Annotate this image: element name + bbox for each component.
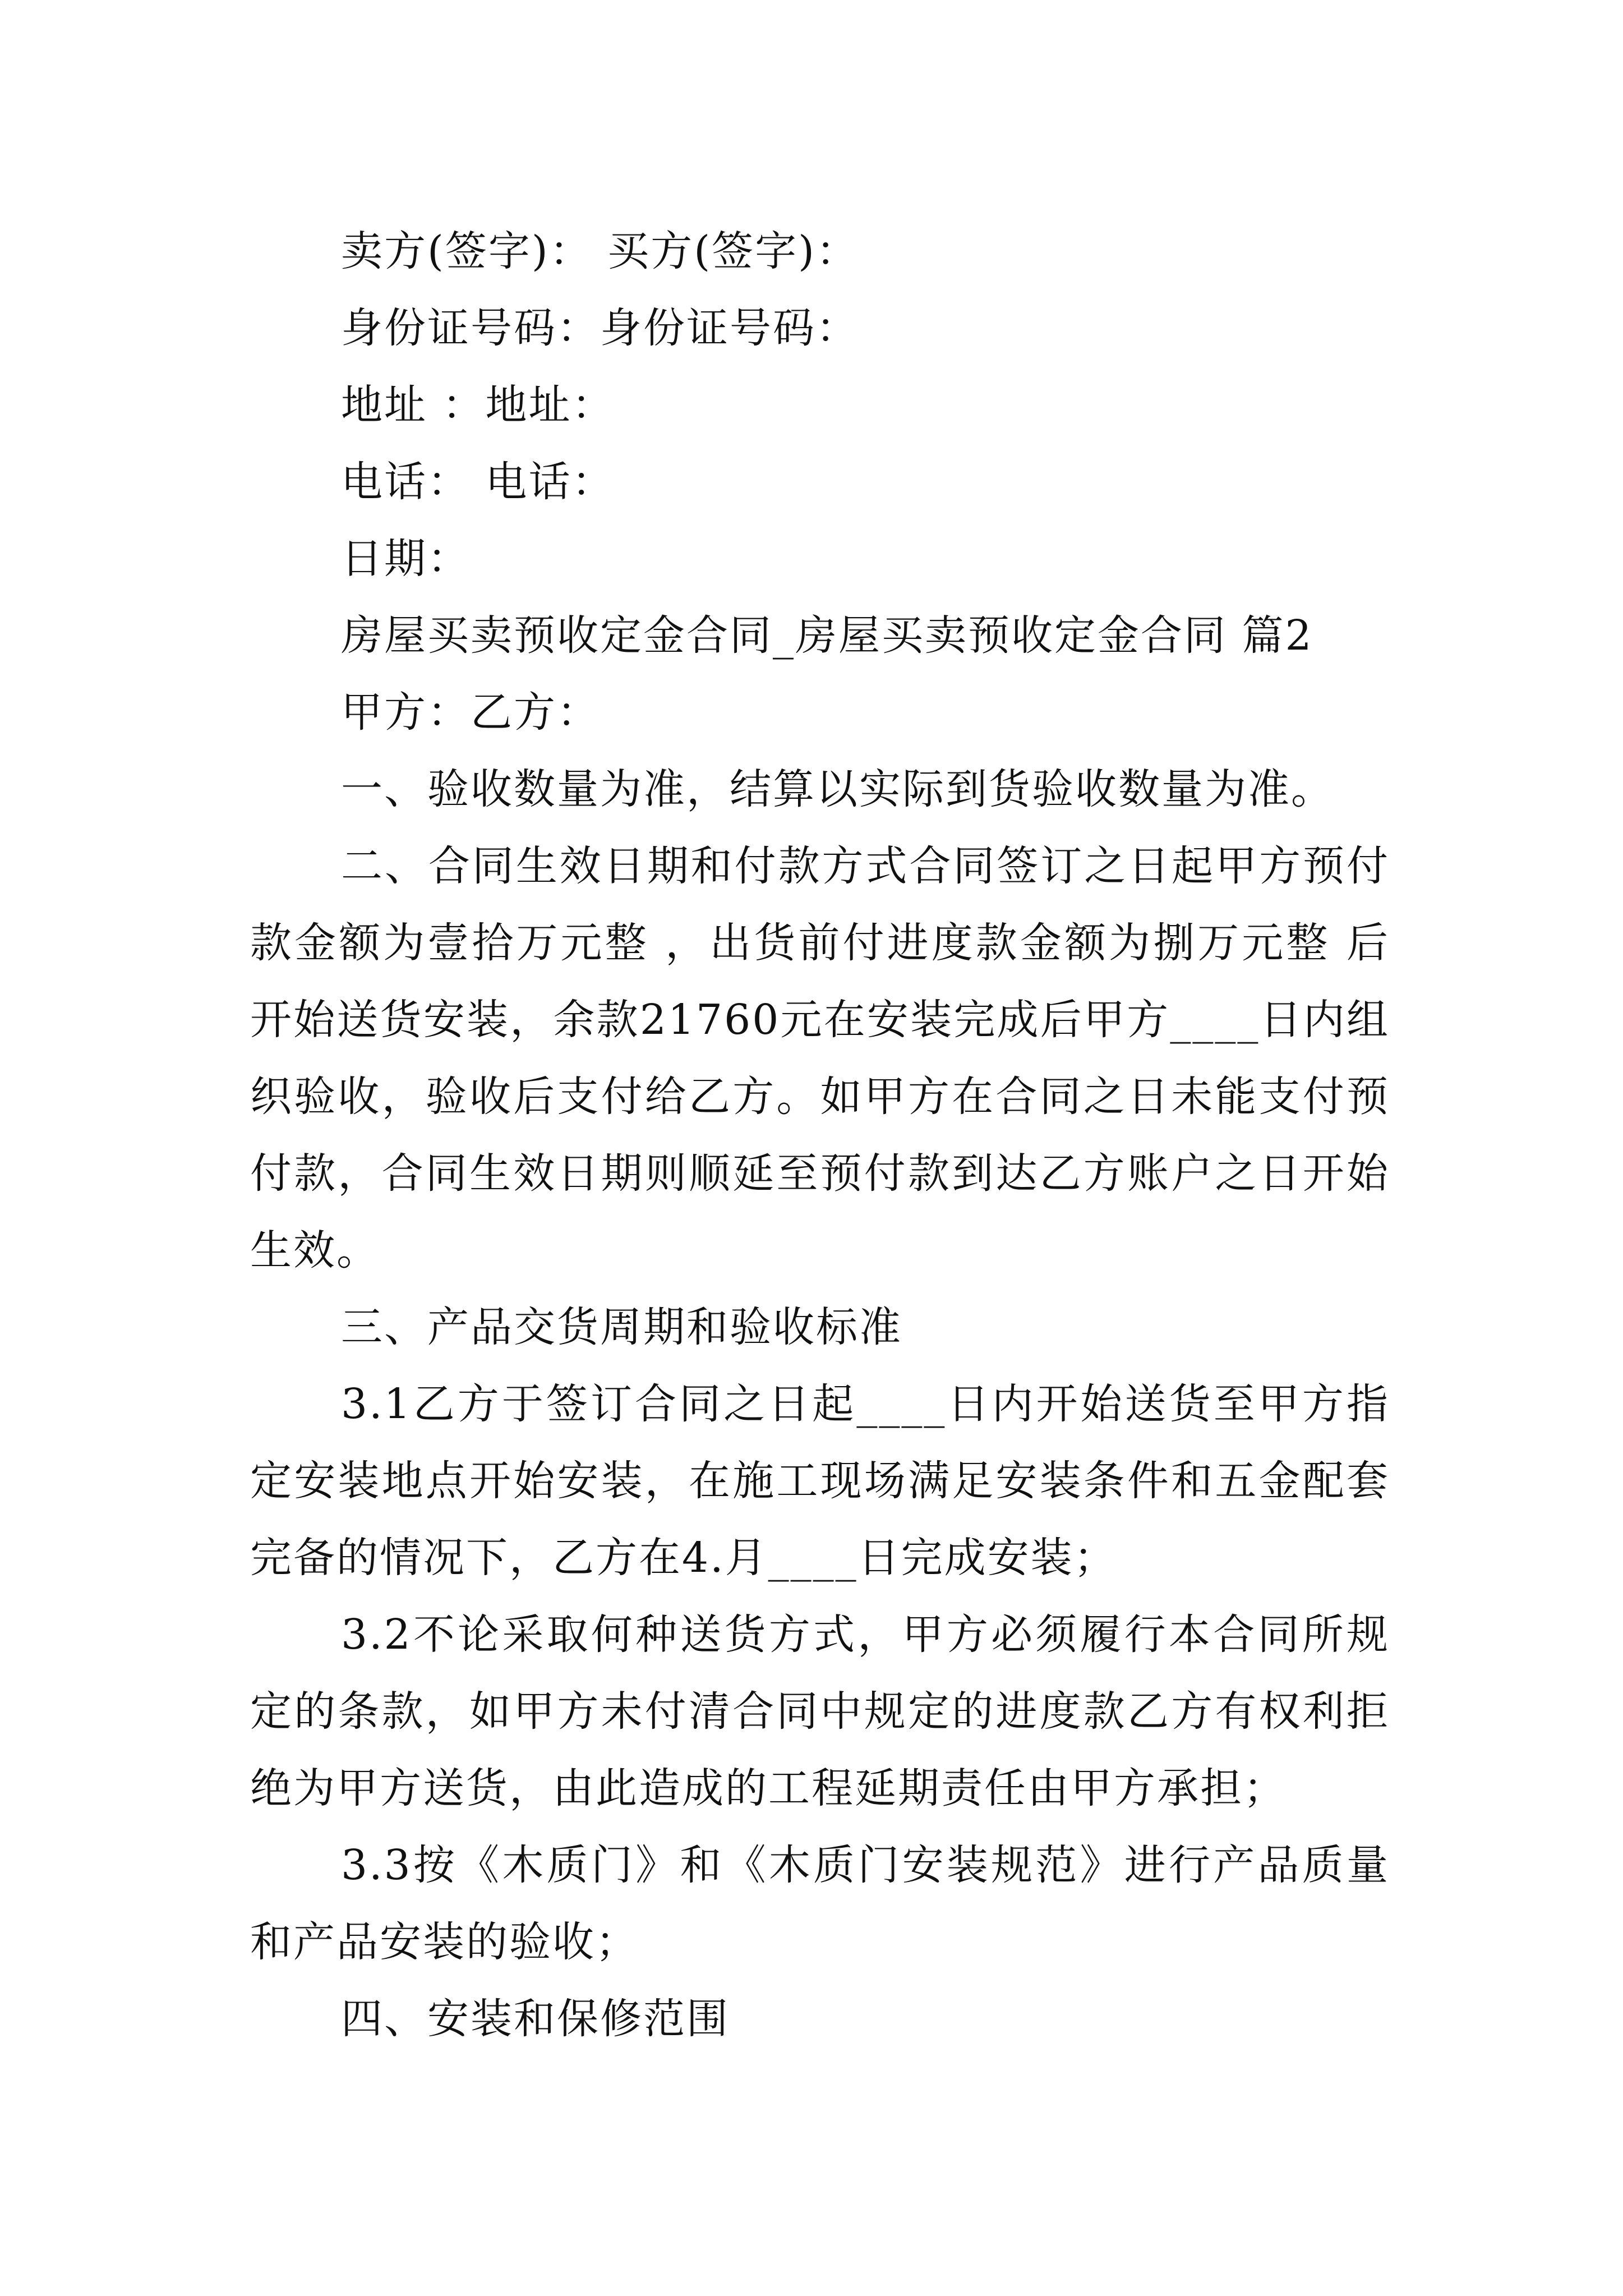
- contract-title: 房屋买卖预收定金合同_房屋买卖预收定金合同 篇2: [341, 611, 1313, 660]
- date-line: 日期：: [341, 535, 471, 583]
- clause-3-2: 3.2不论采取何种送货方式，甲方必须履行本合同所规定的条款，如甲方未付清合同中规定的进度款乙方有权利拒绝为甲方送货，由此造成的工程延期责任由甲方承担；: [250, 1611, 1390, 1812]
- id-number-line: 身份证号码：身份证号码：: [341, 304, 859, 352]
- clause-4-heading: 四、安装和保修范围: [341, 1995, 730, 2043]
- clause-3-3: 3.3按《木质门》和《木质门安装规范》进行产品质量和产品安装的验收；: [250, 1841, 1390, 1966]
- clause-1: 一、验收数量为准，结算以实际到货验收数量为准。: [341, 765, 1334, 813]
- clause-3-1: 3.1乙方于签订合同之日起____日内开始送货至甲方指定安装地点开始安装，在施工现场满足安装条件和五金配套完备的情况下，乙方在4.月____日完成安装；: [250, 1380, 1390, 1582]
- signature-line: 卖方(签字)： 买方(签字)：: [341, 227, 860, 275]
- parties-line: 甲方：乙方：: [341, 688, 600, 737]
- clause-3-heading: 三、产品交货周期和验收标准: [341, 1303, 902, 1351]
- phone-line: 电话： 电话：: [341, 458, 615, 506]
- clause-2: 二、合同生效日期和付款方式合同签订之日起甲方预付款金额为壹拾万元整 ，出货前付进度款金额为捌万元整 后开始送货安装，余款21760元在安装完成后甲方____日内组织验收，验收后支付给乙方。如甲方在合同之日未能支付预付款，合同生效日期则顺延至预付款到达乙方账户之日开始生效。: [250, 842, 1390, 1274]
- address-line: 地址 ：地址：: [341, 381, 615, 429]
- document-body: [250, 213, 1390, 2058]
